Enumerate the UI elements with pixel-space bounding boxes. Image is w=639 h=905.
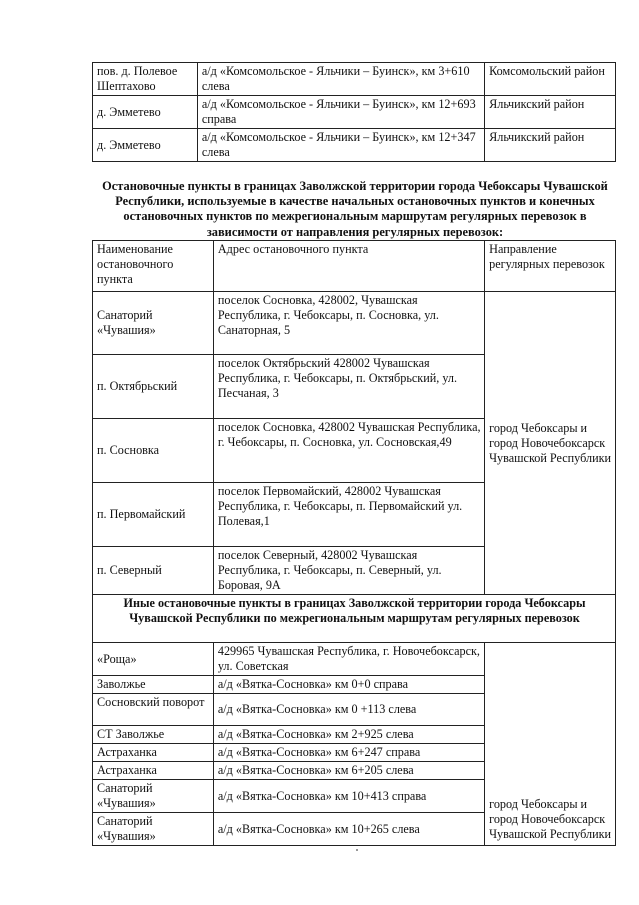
stop-name-cell: «Роща» (93, 643, 214, 676)
district-cell: Комсомольский район (485, 63, 616, 96)
header-direction: Направление регулярных перевозок (485, 241, 616, 292)
stop-address-cell: а/д «Вятка-Сосновка» км 0+0 справа (213, 676, 484, 694)
scan-speck (356, 849, 358, 851)
header-name: Наименование остановочного пункта (93, 241, 214, 292)
stop-name-cell: Астраханка (93, 744, 214, 762)
stop-address-cell: 429965 Чувашская Республика, г. Новочебоксарск, ул. Советская (213, 643, 484, 676)
stop-name-cell: д. Эмметево (93, 96, 198, 129)
stop-name-cell: п. Первомайский (93, 483, 214, 547)
header-address: Адрес остановочного пункта (213, 241, 484, 292)
table-row (93, 643, 616, 676)
stop-name-cell: СТ Заволжье (93, 726, 214, 744)
district-stops-table (92, 62, 616, 162)
stop-name-cell: Сосновский поворот (93, 694, 214, 726)
stop-name-cell: п. Северный (93, 547, 214, 595)
stop-name-cell: Астраханка (93, 762, 214, 780)
stop-name-cell: Санаторий «Чувашия» (93, 813, 214, 846)
stop-name-cell: Санаторий «Чувашия» (93, 780, 214, 813)
stop-address-cell: поселок Октябрьский 428002 Чувашская Республика, г. Чебоксары, п. Октябрьский, ул. Песчаная, 3 (213, 355, 484, 419)
table-row (93, 63, 616, 96)
stop-address-cell: поселок Первомайский, 428002 Чувашская Республика, г. Чебоксары, п. Первомайский ул. Полевая,1 (213, 483, 484, 547)
stop-address-cell: а/д «Комсомольское - Яльчики – Буинск», км 12+347 слева (197, 129, 484, 162)
stop-address-cell: а/д «Вятка-Сосновка» км 0 +113 слева (213, 694, 484, 726)
stop-address-cell: поселок Сосновка, 428002 Чувашская Республика, г. Чебоксары, п. Сосновка, ул. Сосновская,49 (213, 419, 484, 483)
stop-name-cell: п. Октябрьский (93, 355, 214, 419)
direction-text: город Чебоксары и город Новочебоксарск Чувашской Республики (489, 797, 612, 841)
zavolzhye-stops-table (92, 240, 616, 846)
table-row (93, 292, 616, 355)
stop-address-cell: а/д «Вятка-Сосновка» км 2+925 слева (213, 726, 484, 744)
direction-cell: город Чебоксары и город Новочебоксарск Чувашской Республики (485, 292, 616, 595)
stop-address-cell: поселок Сосновка, 428002, Чувашская Республика, г. Чебоксары, п. Сосновка, ул. Санаторная, 5 (213, 292, 484, 355)
section-heading: Остановочные пункты в границах Заволжской территории города Чебоксары Чувашской Республики, используемые в качестве начальных остановочных пунктов и конечных остановочных пунктов по межрегиональным маршрутам регулярных перевозок в зависимости от направления регулярных перевозок: (102, 179, 608, 239)
stop-address-cell: а/д «Вятка-Сосновка» км 10+413 справа (213, 780, 484, 813)
table-row (93, 96, 616, 129)
stop-address-cell: а/д «Комсомольское - Яльчики – Буинск», км 12+693 справа (197, 96, 484, 129)
district-cell: Яльчикский район (485, 96, 616, 129)
stop-name-cell: Санаторий «Чувашия» (93, 292, 214, 355)
district-cell: Яльчикский район (485, 129, 616, 162)
stop-name-cell: пов. д. Полевое Шептахово (93, 63, 198, 96)
table-header-row (93, 241, 616, 292)
stop-address-cell: поселок Северный, 428002 Чувашская Республика, г. Чебоксары, п. Северный, ул. Боровая, 9А (213, 547, 484, 595)
direction-cell (485, 643, 616, 846)
table-row (93, 129, 616, 162)
stop-address-cell: а/д «Вятка-Сосновка» км 10+265 слева (213, 813, 484, 846)
stop-address-cell: а/д «Вятка-Сосновка» км 6+205 слева (213, 762, 484, 780)
section-heading: Иные остановочные пункты в границах Заволжской территории города Чебоксары Чувашской Республики по межрегиональным маршрутам регулярных перевозок (93, 595, 616, 643)
stop-address-cell: а/д «Комсомольское - Яльчики – Буинск», км 3+610 слева (197, 63, 484, 96)
stop-name-cell: Заволжье (93, 676, 214, 694)
stop-address-cell: а/д «Вятка-Сосновка» км 6+247 справа (213, 744, 484, 762)
section-heading-row (93, 595, 616, 643)
stop-name-cell: д. Эмметево (93, 129, 198, 162)
stop-name-cell: п. Сосновка (93, 419, 214, 483)
